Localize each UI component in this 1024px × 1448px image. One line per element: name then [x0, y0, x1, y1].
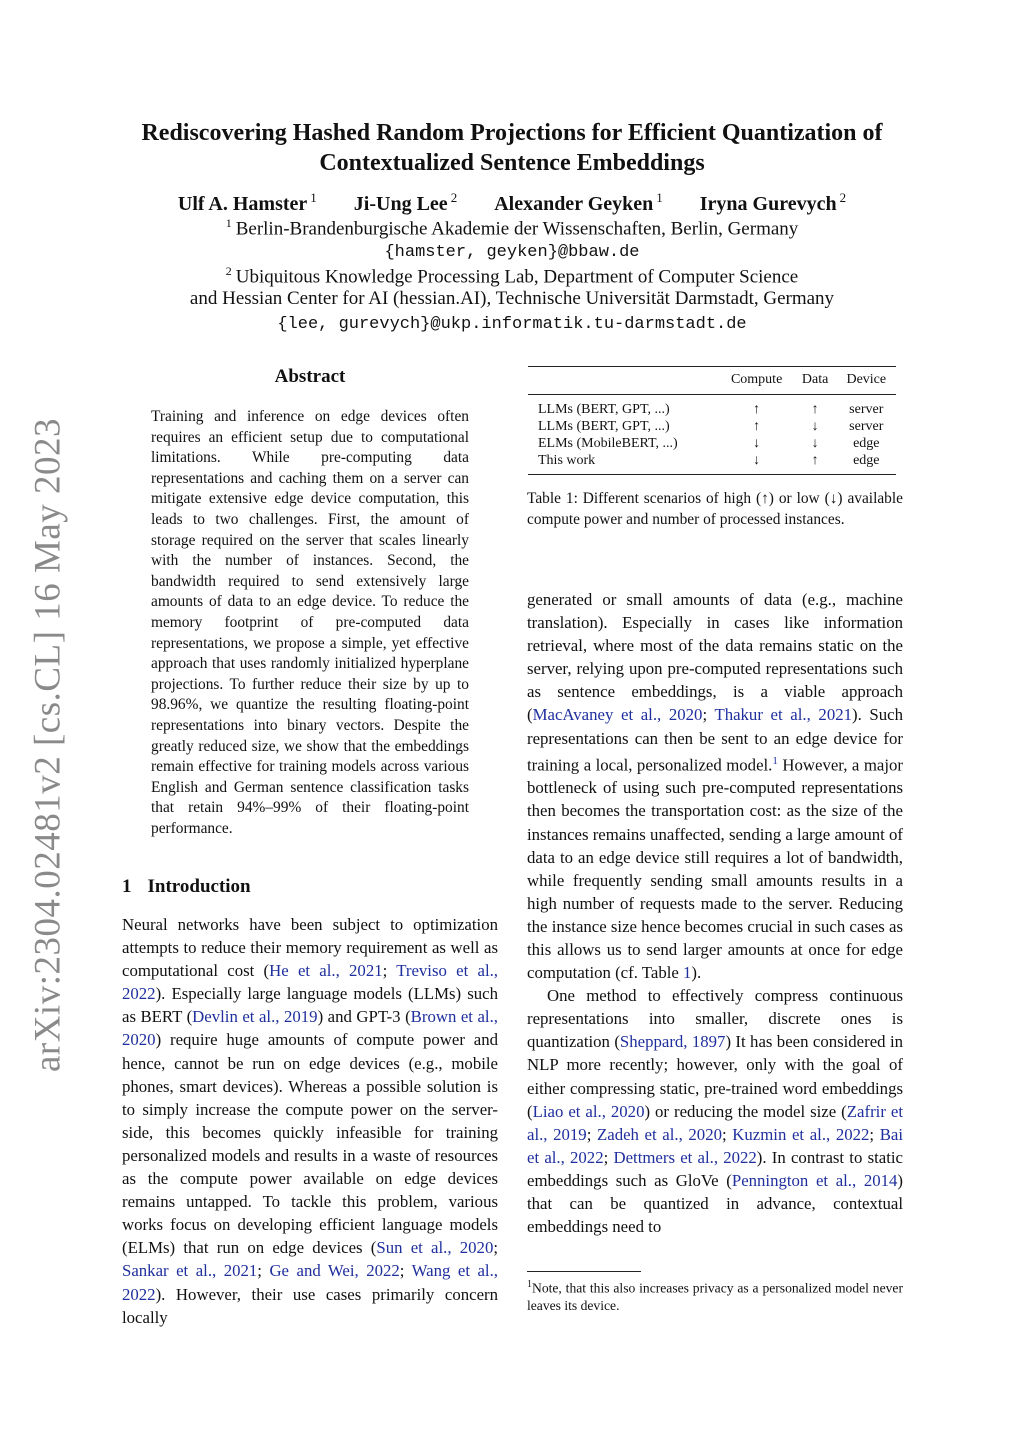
- table-header: Data: [801, 372, 829, 387]
- author-name: Alexander Geyken: [494, 192, 654, 215]
- footnote: [527, 1276, 903, 1315]
- citation-link[interactable]: Sun et al., 2020: [376, 1238, 494, 1258]
- citation-link[interactable]: Pennington et al., 2014: [731, 1170, 898, 1190]
- table-cell: server: [849, 402, 884, 417]
- table-cell: ↑: [753, 402, 761, 417]
- citation-link[interactable]: Zadeh et al., 2020: [597, 1124, 722, 1144]
- citation-link[interactable]: Dettmers et al., 2022: [613, 1147, 757, 1167]
- affiliation-mark: 2: [225, 264, 232, 278]
- abstract-heading: Abstract: [274, 366, 346, 387]
- affiliation-1: [110, 216, 914, 240]
- citation-link[interactable]: Bai et al., 2022: [527, 1124, 904, 1167]
- footnote-divider: [527, 1271, 641, 1272]
- citation-link[interactable]: He et al., 2021: [269, 961, 383, 981]
- author-list: [110, 190, 914, 216]
- section-heading: [122, 876, 251, 898]
- table-row: [528, 395, 896, 419]
- citation-link[interactable]: Devlin et al., 2019: [192, 1007, 318, 1027]
- citation-link[interactable]: Sankar et al., 2021: [122, 1261, 258, 1281]
- citation-link[interactable]: Brown et al., 2020: [122, 1007, 498, 1050]
- citation-link[interactable]: Treviso et al., 2022: [122, 961, 498, 1004]
- table-cell: ELMs (MobileBERT, ...): [538, 436, 678, 451]
- author: [699, 190, 847, 215]
- affiliation-2-email: {lee, gurevych}@ukp.informatik.tu-darmstadt.de: [277, 315, 747, 334]
- affiliation-mark: 1: [225, 216, 232, 230]
- affiliation-1-email: {hamster, geyken}@bbaw.de: [384, 243, 640, 262]
- table-cell: ↓: [753, 453, 761, 468]
- citation-link[interactable]: Zafrir et al., 2019: [527, 1101, 904, 1144]
- table-cell: ↓: [811, 419, 819, 434]
- introduction-left-column: [122, 913, 498, 1329]
- author-affiliation-mark: 1: [310, 190, 317, 205]
- title-line-2: Contextualized Sentence Embeddings: [319, 150, 705, 176]
- table-header: Compute: [730, 372, 783, 387]
- author-affiliation-mark: 1: [656, 190, 663, 205]
- table-header-row: [528, 367, 896, 395]
- citation-link[interactable]: Thakur et al., 2021: [714, 705, 852, 725]
- table-header: [528, 367, 720, 395]
- citation-link[interactable]: Wang et al., 2022: [122, 1261, 498, 1304]
- author-affiliation-mark: 2: [839, 190, 847, 205]
- table-cell: ↑: [811, 453, 819, 468]
- citation-link[interactable]: Sheppard, 1897: [619, 1032, 726, 1052]
- table-cell: ↑: [811, 402, 819, 417]
- section-title: Introduction: [147, 876, 251, 897]
- table-row: [528, 418, 896, 435]
- citation-link[interactable]: Kuzmin et al., 2022: [732, 1124, 870, 1144]
- table-cell: ↓: [811, 436, 819, 451]
- paragraph: Neural networks have been subject to optimization attempts to reduce their memory requirement as well as computational cost (He et al., 2021; Treviso et al., 2022). Especially large language models (LLMs) such as BERT (Devlin et al., 2019) and GPT-3 (Brown et al., 2020) require huge amounts of compute power and hence, cannot be run on edge devices (e.g., mobile phones, smart devices). Whereas a possible solution is to simply increase the compute power on the server-side, this becomes quickly infeasible for training personalized models and results in a waste of resources as the compute power available on edge devices remains untapped. To tackle this problem, various works focus on developing efficient language models (ELMs) that run on edge devices (Sun et al., 2020; Sankar et al., 2021; Ge and Wei, 2022; Wang et al., 2022). However, their use cases primarily concern locally: [122, 915, 499, 1327]
- table-cell: LLMs (BERT, GPT, ...): [538, 419, 670, 434]
- table-cell: edge: [853, 453, 880, 468]
- table-cell: edge: [853, 436, 880, 451]
- affiliation-2: [110, 264, 914, 288]
- table-row: [528, 452, 896, 475]
- citation-link[interactable]: Liao et al., 2020: [532, 1101, 645, 1121]
- arxiv-identifier-text: arXiv:2304.02481v2 [cs.CL] 16 May 2023: [27, 417, 69, 1073]
- table-cell: ↓: [753, 436, 761, 451]
- table-cell: This work: [538, 453, 596, 468]
- paragraph: One method to effectively compress continuous representations into smaller, discrete ones is quantization (Sheppard, 1897) It has been considered in NLP more recently; however, only with the goal of either compressing static, pre-trained word embeddings (Liao et al., 2020) or reducing the model size (Zafrir et al., 2019; Zadeh et al., 2020; Kuzmin et al., 2022; Bai et al., 2022; Dettmers et al., 2022). In contrast to static embeddings such as GloVe (Pennington et al., 2014) that can be quantized in advance, contextual embeddings need to: [527, 986, 904, 1237]
- scenario-table: [528, 366, 896, 475]
- section-number: 1: [122, 876, 132, 897]
- paragraph: generated or small amounts of data (e.g., machine translation). Especially in cases like information retrieval, where most of the data remains static on the server, relying upon pre-computed representations such as sentence embeddings, is a viable approach (MacAvaney et al., 2020; Thakur et al., 2021). Such representations can then be sent to an edge device for training a local, personalized model.$^1$ However, a major bottleneck of using such pre-computed representations then becomes the transportation cost: as the size of the instances remains unaffected, sending a large amount of data to an edge device still requires a lot of bandwidth, while frequently sending small amounts results in a high number of requests made to the server. Reducing the instance size hence becomes crucial in such cases as this allows us to send larger amounts at once for edge computation (cf. Table 1).: [527, 590, 904, 983]
- author-name: Ji-Ung Lee: [353, 192, 448, 215]
- citation-link[interactable]: Ge and Wei, 2022: [269, 1261, 400, 1281]
- citation-link[interactable]: MacAvaney et al., 2020: [532, 705, 703, 725]
- affiliation-2-line-2: and Hessian Center for AI (hessian.AI), Technische Universität Darmstadt, Germany: [189, 288, 835, 309]
- table-caption: Table 1: Different scenarios of high (↑) or low (↓) available compute power and number of processed instances.: [527, 490, 903, 528]
- author-name: Ulf A. Hamster: [177, 192, 308, 215]
- footnote-link[interactable]: 1: [772, 754, 778, 767]
- arxiv-identifier: [18, 417, 78, 1073]
- author: [494, 190, 663, 215]
- footnote-text: Note, that this also increases privacy as a personalized model never leaves its device.: [527, 1280, 903, 1314]
- introduction-right-column: [527, 588, 903, 1238]
- author: [177, 190, 317, 215]
- table-cell: LLMs (BERT, GPT, ...): [538, 402, 670, 417]
- table-1: [528, 366, 896, 475]
- paper-title: [110, 118, 914, 178]
- table-reference-link[interactable]: 1: [683, 963, 692, 983]
- table-row: [528, 435, 896, 452]
- affiliation-text: Ubiquitous Knowledge Processing Lab, Department of Computer Science: [235, 266, 799, 288]
- abstract-text: Training and inference on edge devices often requires an efficient setup due to computational limitations. While pre-computing data representations and caching them on a server can mitigate extensive edge device computation, this leads to two challenges. First, the amount of storage required on the server that scales linearly with the number of instances. Second, the bandwidth required to send extensively large amounts of data to an edge device. To reduce the memory footprint of pre-computed data representations, we propose a simple, yet effective approach that uses randomly initialized hyperplane projections. To further reduce their size by up to 98.96%, we quantize the resulting floating-point representations into binary vectors. Despite the greatly reduced size, we show that the embeddings remain effective for training models across various English and German sentence classification tasks that retain 94%–99% of their floating-point performance.: [151, 408, 469, 837]
- title-line-1: Rediscovering Hashed Random Projections for Efficient Quantization of: [141, 120, 883, 146]
- author: [353, 190, 458, 215]
- table-cell: server: [849, 419, 884, 434]
- author-affiliation-mark: 2: [450, 190, 458, 205]
- author-name: Iryna Gurevych: [699, 192, 837, 215]
- table-cell: ↑: [753, 419, 761, 434]
- affiliation-text: Berlin-Brandenburgische Akademie der Wissenschaften, Berlin, Germany: [235, 218, 799, 240]
- table-header: Device: [846, 372, 887, 387]
- footnote-mark: 1: [527, 1279, 532, 1290]
